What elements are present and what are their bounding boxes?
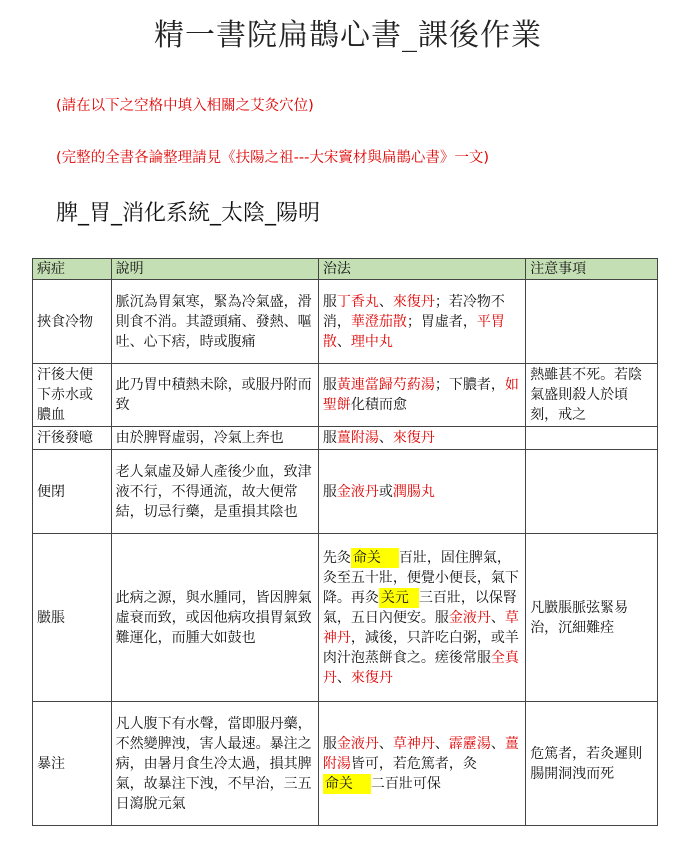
explanation-cell: 脈沉為胃氣寒，緊為冷氣盛，滑則食不消。其證頭痛、發熱、嘔吐、心下痞，時或腹痛 bbox=[111, 280, 318, 364]
treatment-text: ；胃虛者， bbox=[406, 313, 477, 330]
section-title: 脾_胃_消化系統_太陰_陽明 bbox=[56, 201, 321, 226]
acupoint-highlight[interactable]: 关元 bbox=[379, 588, 419, 608]
treatment-text: 、 bbox=[336, 333, 351, 350]
treatment-cell bbox=[318, 534, 525, 702]
treatment-text: ；若冷物不消， bbox=[322, 293, 505, 330]
disease-cell: 汗後發噫 bbox=[33, 427, 112, 450]
remedy-name: 薑附湯 bbox=[322, 735, 519, 772]
notes-cell: 凡臌脹脈弦緊易治，沉細難痊 bbox=[526, 534, 658, 702]
notes-cell bbox=[526, 450, 658, 534]
instruction-note: (請在以下之空格中填入相關之艾灸穴位) bbox=[56, 98, 314, 114]
treatment-text: ；下膿者， bbox=[434, 377, 505, 393]
reference-note: (完整的全書各論整理請見《扶陽之祖---大宋竇材與扁鵲心書》一文) bbox=[56, 150, 490, 166]
table-row bbox=[33, 450, 658, 534]
table-row bbox=[33, 702, 658, 826]
treatment-text: 、 bbox=[378, 430, 393, 446]
treatment-text: 二百壯可保 bbox=[370, 775, 441, 792]
explanation-cell: 此病之源，與水腫同，皆因脾氣虛衰而致，或因他病攻損胃氣致難運化，而腫大如鼓也 bbox=[111, 534, 318, 702]
notes-cell bbox=[526, 280, 658, 364]
treatment-text: 、 bbox=[434, 735, 449, 752]
notes-cell: 熱雖甚不死。若陰氣盛則殺人於頃刻，戒之 bbox=[526, 364, 658, 427]
remedy-name: 薑附湯 bbox=[336, 430, 379, 446]
disease-cell: 汗後大便下赤水或膿血 bbox=[33, 364, 112, 427]
treatment-text: 服 bbox=[322, 430, 337, 446]
explanation-cell: 老人氣虛及婦人產後少血，致津液不行，不得通流，故大便常結，切忌行藥，是重損其陰也 bbox=[111, 450, 318, 534]
treatment-cell bbox=[318, 280, 525, 364]
treatment-text: 、 bbox=[378, 293, 393, 310]
remedy-name: 平胃散 bbox=[322, 313, 505, 350]
remedy-name: 如聖餅 bbox=[322, 377, 519, 413]
table-row bbox=[33, 280, 658, 364]
explanation-cell: 此乃胃中積熱未除，或服丹附而致 bbox=[111, 364, 318, 427]
treatment-text: 三百壯，以保腎氣，五日內便安。服 bbox=[322, 589, 517, 626]
treatment-text: 服 bbox=[322, 483, 337, 500]
remedy-name: 草神丹 bbox=[392, 735, 435, 752]
treatment-text: 服 bbox=[322, 293, 337, 310]
remedy-name: 丁香丸 bbox=[336, 293, 379, 310]
treatment-table bbox=[32, 258, 658, 826]
acupoint-highlight[interactable]: 命关 bbox=[351, 548, 399, 568]
treatment-text: 化積而愈 bbox=[350, 397, 407, 413]
remedy-name: 金液丹 bbox=[448, 609, 491, 626]
header-notes: 注意事項 bbox=[526, 259, 658, 280]
remedy-name: 華澄茄散 bbox=[350, 313, 407, 330]
disease-cell: 便閉 bbox=[33, 450, 112, 534]
disease-cell: 挾食冷物 bbox=[33, 280, 112, 364]
treatment-text: 、 bbox=[490, 735, 505, 752]
remedy-name: 霹靂湯 bbox=[448, 735, 491, 752]
notes-cell bbox=[526, 427, 658, 450]
table-row bbox=[33, 364, 658, 427]
acupoint-highlight[interactable]: 命关 bbox=[323, 774, 371, 794]
page-title: 精一書院扁鵲心書_課後作業 bbox=[154, 18, 542, 53]
treatment-text: 、 bbox=[336, 669, 351, 686]
table-header-row bbox=[33, 259, 658, 280]
remedy-name: 黃連當歸芍葯湯 bbox=[336, 377, 435, 393]
treatment-text: 、 bbox=[490, 609, 505, 626]
header-explanation: 說明 bbox=[111, 259, 318, 280]
disease-cell: 臌脹 bbox=[33, 534, 112, 702]
treatment-cell bbox=[318, 450, 525, 534]
notes-cell: 危篤者，若灸遲則腸開洞洩而死 bbox=[526, 702, 658, 826]
header-treatment: 治法 bbox=[318, 259, 525, 280]
treatment-text: 或 bbox=[378, 483, 393, 500]
table-row bbox=[33, 427, 658, 450]
treatment-text: 服 bbox=[322, 735, 337, 752]
treatment-cell bbox=[318, 702, 525, 826]
explanation-cell: 凡人腹下有水聲，當即服丹藥，不然變脾洩，害人最速。暴注之病，由暑月食生冷太過，損其脾氣，故暴注下洩，不早治，三五日瀉脫元氣 bbox=[111, 702, 318, 826]
header-disease: 病症 bbox=[33, 259, 112, 280]
treatment-text: 皆可，若危篤者，灸 bbox=[350, 755, 477, 772]
treatment-text: 先灸 bbox=[322, 549, 351, 566]
disease-cell: 暴注 bbox=[33, 702, 112, 826]
remedy-name: 草神丹 bbox=[322, 609, 519, 646]
explanation-cell: 由於脾腎虛弱，冷氣上奔也 bbox=[111, 427, 318, 450]
remedy-name: 理中丸 bbox=[350, 333, 393, 350]
treatment-text: 、 bbox=[378, 735, 393, 752]
remedy-name: 全真丹 bbox=[322, 649, 519, 686]
remedy-name: 金液丹 bbox=[336, 735, 379, 752]
remedy-name: 金液丹 bbox=[336, 483, 379, 500]
remedy-name: 來復丹 bbox=[392, 430, 435, 446]
treatment-text: 百壯，固住脾氣，灸至五十壯，便覺小便長，氣下降。再灸 bbox=[322, 549, 519, 606]
treatment-cell bbox=[318, 364, 525, 427]
treatment-text: ，減後，只許吃白粥，或羊肉汁泡蒸餅食之。瘥後常服 bbox=[322, 629, 519, 666]
remedy-name: 潤腸丸 bbox=[392, 483, 435, 500]
treatment-text: 服 bbox=[322, 377, 337, 393]
table-row bbox=[33, 534, 658, 702]
remedy-name: 來復丹 bbox=[392, 293, 435, 310]
remedy-name: 來復丹 bbox=[350, 669, 393, 686]
treatment-cell bbox=[318, 427, 525, 450]
